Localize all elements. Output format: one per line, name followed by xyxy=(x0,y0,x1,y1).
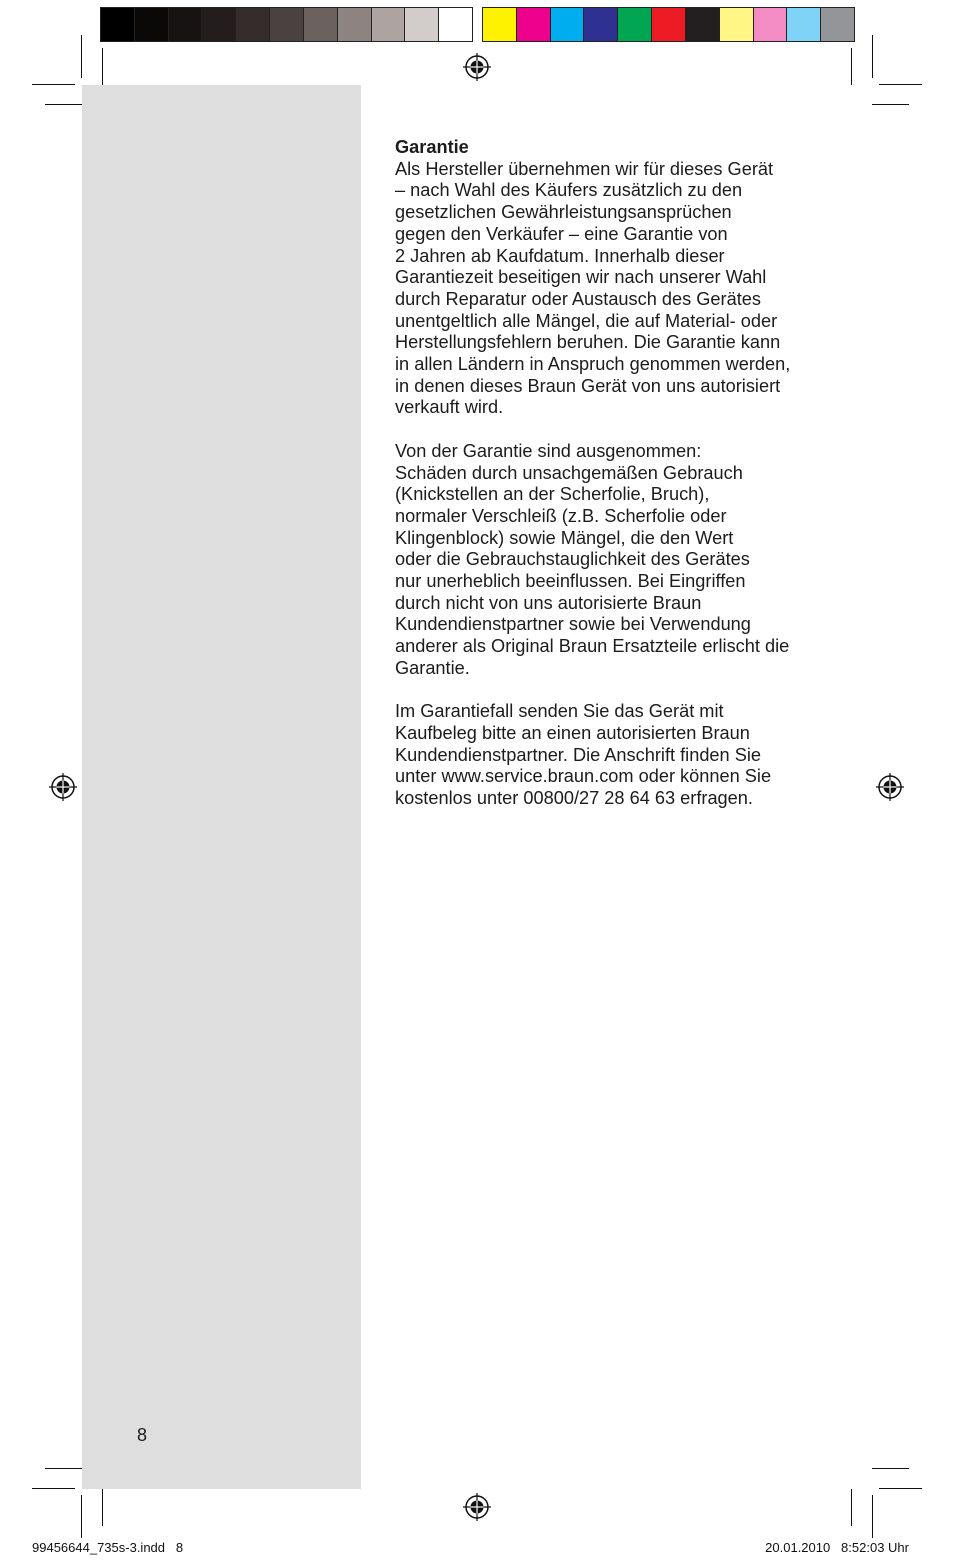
text-line: Herstellungsfehlern beruhen. Die Garantie kann xyxy=(395,332,781,353)
gray-swatch xyxy=(304,8,338,41)
crop-mark xyxy=(32,1488,75,1489)
registration-mark-icon xyxy=(462,1492,492,1522)
crop-mark xyxy=(872,1468,909,1469)
gray-swatch xyxy=(270,8,304,41)
crop-mark xyxy=(32,84,75,85)
text-line: nur unerheblich beeinflussen. Bei Eingriffen xyxy=(395,571,746,592)
registration-mark-icon xyxy=(875,772,905,802)
crop-mark xyxy=(879,1488,922,1489)
text-line: verkauft wird. xyxy=(395,397,504,418)
text-line: Von der Garantie sind ausgenommen: xyxy=(395,440,702,461)
process-swatch xyxy=(720,8,754,41)
process-swatch xyxy=(652,8,686,41)
paragraph xyxy=(395,701,835,810)
crop-mark xyxy=(45,104,82,105)
gray-swatch xyxy=(135,8,169,41)
crop-mark xyxy=(102,1489,103,1526)
gray-swatch xyxy=(338,8,372,41)
text-line: durch nicht von uns autorisierte Braun xyxy=(395,592,702,613)
crop-mark xyxy=(45,1468,82,1469)
process-swatch xyxy=(483,8,517,41)
page-number: 8 xyxy=(137,1425,148,1445)
gray-swatch xyxy=(405,8,439,41)
gray-swatch xyxy=(101,8,135,41)
process-swatch xyxy=(754,8,788,41)
gray-swatch xyxy=(372,8,406,41)
text-line: unentgeltlich alle Mängel, die auf Material- oder xyxy=(395,310,778,331)
crop-mark xyxy=(872,35,873,78)
crop-mark xyxy=(102,48,103,85)
crop-mark xyxy=(851,48,852,85)
paragraph xyxy=(395,159,835,419)
gray-swatch xyxy=(439,8,472,41)
process-swatch xyxy=(787,8,821,41)
text-line: (Knickstellen an der Scherfolie, Bruch), xyxy=(395,484,710,505)
crop-mark xyxy=(879,84,922,85)
grayscale-color-bar xyxy=(100,7,473,42)
text-line: in allen Ländern in Anspruch genommen werden, xyxy=(395,354,791,375)
text-line: unter www.service.braun.com oder können Sie xyxy=(395,766,772,787)
crop-mark xyxy=(81,35,82,78)
gray-swatch xyxy=(169,8,203,41)
process-swatch xyxy=(584,8,618,41)
text-line: normaler Verschleiß (z.B. Scherfolie oder xyxy=(395,505,727,526)
text-line: gegen den Verkäufer – eine Garantie von xyxy=(395,223,728,244)
process-swatch xyxy=(551,8,585,41)
crop-mark xyxy=(81,1495,82,1538)
crop-mark xyxy=(872,104,909,105)
text-line: Garantiezeit beseitigen wir nach unserer Wahl xyxy=(395,267,767,288)
process-swatch xyxy=(517,8,551,41)
text-line: oder die Gebrauchstauglichkeit des Gerätes xyxy=(395,549,750,570)
process-swatch xyxy=(821,8,854,41)
gray-swatch xyxy=(202,8,236,41)
process-color-bar xyxy=(482,7,855,42)
text-line: in denen dieses Braun Gerät von uns autorisiert xyxy=(395,375,781,396)
text-line: Kundendienstpartner. Die Anschrift finden Sie xyxy=(395,744,762,765)
text-line: durch Reparatur oder Austausch des Gerätes xyxy=(395,288,761,309)
sidebar-panel xyxy=(82,85,361,1489)
text-line: gesetzlichen Gewährleistungsansprüchen xyxy=(395,202,732,223)
warranty-section xyxy=(395,137,835,831)
text-line: Klingenblock) sowie Mängel, die den Wert xyxy=(395,527,734,548)
text-line: Als Hersteller übernehmen wir für dieses Gerät xyxy=(395,158,774,179)
warranty-body xyxy=(395,159,835,810)
text-line: anderer als Original Braun Ersatzteile erlischt die xyxy=(395,636,790,657)
print-timestamp: 20.01.2010 8:52:03 Uhr xyxy=(765,1540,909,1555)
text-line: Im Garantiefall senden Sie das Gerät mit xyxy=(395,701,724,722)
process-swatch xyxy=(618,8,652,41)
text-line: kostenlos unter 00800/27 28 64 63 erfragen. xyxy=(395,788,753,809)
text-line: – nach Wahl des Käufers zusätzlich zu den xyxy=(395,180,743,201)
text-line: Garantie. xyxy=(395,657,470,678)
crop-mark xyxy=(851,1489,852,1526)
text-line: Kundendienstpartner sowie bei Verwendung xyxy=(395,614,751,635)
text-line: Schäden durch unsachgemäßen Gebrauch xyxy=(395,462,743,483)
process-swatch xyxy=(686,8,720,41)
registration-mark-icon xyxy=(462,52,492,82)
text-line: Kaufbeleg bitte an einen autorisierten Braun xyxy=(395,722,750,743)
section-heading: Garantie xyxy=(395,137,469,157)
gray-swatch xyxy=(236,8,270,41)
paragraph xyxy=(395,441,835,680)
text-line: 2 Jahren ab Kaufdatum. Innerhalb dieser xyxy=(395,245,725,266)
file-slug: 99456644_735s-3.indd 8 xyxy=(32,1540,184,1555)
registration-mark-icon xyxy=(48,772,78,802)
crop-mark xyxy=(872,1495,873,1538)
